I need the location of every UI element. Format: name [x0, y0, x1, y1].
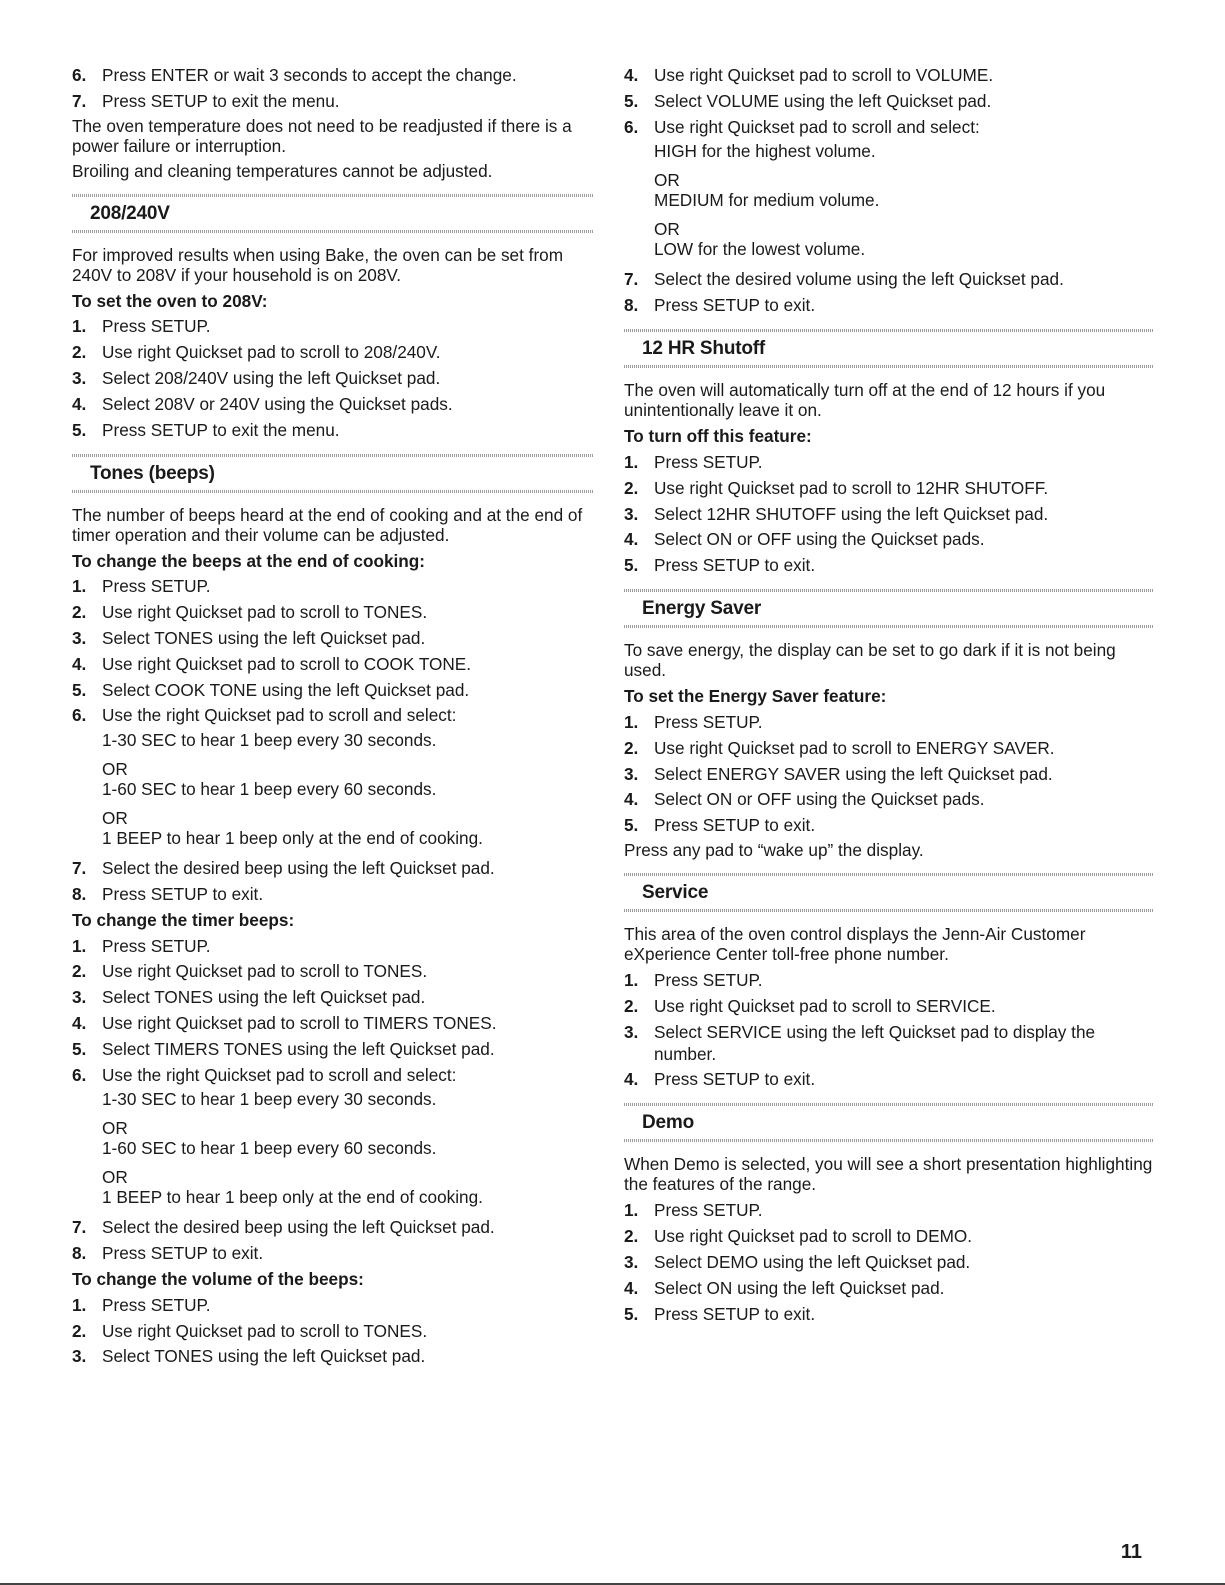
step-number: 3.: [624, 503, 639, 524]
step-item: [624, 737, 1154, 759]
step-number: 1.: [624, 969, 639, 990]
option-block: [102, 1167, 594, 1207]
or-text: OR: [102, 808, 128, 829]
step-text: Use right Quickset pad to scroll to TONES.: [102, 602, 428, 623]
step-text: Use right Quickset pad to scroll to ENERGY SAVER.: [654, 737, 1055, 758]
step-text: Use right Quickset pad to scroll to 12HR SHUTOFF.: [654, 477, 1049, 498]
section-header-12hr-shutoff: [624, 329, 1154, 368]
option-block: [654, 219, 1154, 259]
step-item: [624, 1303, 1154, 1325]
section-title: Demo: [642, 1112, 694, 1134]
step-number: 5.: [624, 815, 639, 836]
option-block: [654, 141, 1154, 161]
paragraph: The number of beeps heard at the end of cooking and at the end of timer operation and their volume can be adjusted.: [72, 504, 583, 545]
right-column: [624, 64, 1154, 1328]
step-list: [624, 711, 1154, 836]
step-number: 5.: [72, 419, 87, 440]
step-item: [72, 393, 594, 415]
step-item: [72, 64, 594, 86]
section-divider: [624, 589, 1154, 592]
section-divider: [624, 625, 1154, 628]
step-number: 2.: [624, 477, 639, 498]
step-text: Select 12HR SHUTOFF using the left Quickset pad.: [654, 503, 1049, 524]
step-item: [624, 90, 1154, 112]
step-item: [72, 1038, 594, 1060]
subheading: To set the oven to 208V:: [72, 290, 268, 311]
subheading: To set the Energy Saver feature:: [624, 686, 887, 707]
step-number: 3.: [72, 1346, 87, 1367]
step-number: 3.: [624, 1021, 639, 1042]
step-number: 6.: [72, 1064, 87, 1085]
step-number: 7.: [72, 858, 87, 879]
step-text: Press SETUP to exit the menu.: [102, 419, 340, 440]
step-text: Press SETUP to exit.: [654, 555, 816, 576]
step-text: Press SETUP.: [102, 1294, 211, 1315]
step-text: Press ENTER or wait 3 seconds to accept the change.: [102, 65, 517, 85]
step-list: [624, 451, 1154, 576]
option-block: [654, 170, 1154, 210]
option-text: 1-30 SEC to hear 1 beep every 30 seconds.: [102, 730, 437, 751]
step-text: Use right Quickset pad to scroll to 208/240V.: [102, 342, 441, 363]
step-item: [72, 90, 594, 112]
step-item: [72, 653, 594, 675]
step-number: 2.: [72, 602, 87, 623]
section-divider: [624, 873, 1154, 876]
or-text: OR: [102, 1118, 128, 1139]
step-number: 4.: [624, 1277, 639, 1298]
step-number: 1.: [624, 1200, 639, 1221]
option-block: [102, 730, 594, 750]
section-divider: [72, 194, 594, 197]
step-number: 1.: [624, 711, 639, 732]
step-item: [72, 883, 594, 905]
step-text: Select COOK TONE using the left Quickset pad.: [102, 679, 470, 700]
step-list: [72, 575, 594, 726]
step-number: 8.: [624, 295, 639, 316]
section-divider: [624, 1103, 1154, 1106]
step-text: Press SETUP.: [654, 711, 763, 732]
step-item: [624, 1199, 1154, 1221]
step-item: [624, 969, 1154, 991]
step-text: Use the right Quickset pad to scroll and select:: [102, 705, 457, 726]
step-text: Use right Quickset pad to scroll to TONES.: [102, 1320, 428, 1341]
section-title: Tones (beeps): [90, 462, 215, 484]
step-number: 1.: [72, 935, 87, 956]
paragraph: When Demo is selected, you will see a short presentation highlighting the features of the range.: [624, 1154, 1153, 1195]
section-divider: [624, 365, 1154, 368]
paragraph: For improved results when using Bake, the oven can be set from 240V to 208V if your household is on 208V.: [72, 244, 564, 285]
option-text: MEDIUM for medium volume.: [654, 190, 880, 211]
step-text: Press SETUP.: [102, 576, 211, 597]
option-text: 1 BEEP to hear 1 beep only at the end of cooking.: [102, 1187, 483, 1208]
step-item: [72, 679, 594, 701]
subheading: To change the volume of the beeps:: [72, 1268, 364, 1289]
paragraph: Broiling and cleaning temperatures cannot be adjusted.: [72, 160, 493, 181]
step-list: [72, 1294, 594, 1368]
step-item: [624, 711, 1154, 733]
paragraph: Press any pad to “wake up” the display.: [624, 839, 924, 860]
section-divider: [72, 454, 594, 457]
step-number: 3.: [72, 367, 87, 388]
step-number: 5.: [624, 555, 639, 576]
step-item: [72, 1064, 594, 1086]
step-number: 1.: [72, 576, 87, 597]
step-number: 8.: [72, 1243, 87, 1264]
step-text: Press SETUP.: [654, 969, 763, 990]
step-number: 4.: [72, 1012, 87, 1033]
option-text: HIGH for the highest volume.: [654, 141, 876, 162]
step-number: 8.: [72, 883, 87, 904]
step-item: [624, 1068, 1154, 1090]
step-text: Select TONES using the left Quickset pad.: [102, 627, 426, 648]
step-item: [624, 1225, 1154, 1247]
step-item: [72, 575, 594, 597]
step-item: [624, 814, 1154, 836]
step-text: Select ENERGY SAVER using the left Quickset pad.: [654, 763, 1053, 784]
step-text: Select 208/240V using the left Quickset pad.: [102, 367, 441, 388]
step-item: [72, 1345, 594, 1367]
paragraph: The oven will automatically turn off at the end of 12 hours if you unintentionally leave it on.: [624, 380, 1106, 421]
subheading: To change the timer beeps:: [72, 909, 295, 930]
step-text: Select SERVICE using the left Quickset pad to display the number.: [654, 1021, 1096, 1064]
step-text: Press SETUP.: [654, 1200, 763, 1221]
or-text: OR: [654, 219, 680, 240]
step-item: [72, 367, 594, 389]
step-item: [624, 268, 1154, 290]
step-number: 7.: [72, 1217, 87, 1238]
step-text: Select TIMERS TONES using the left Quickset pad.: [102, 1038, 495, 1059]
step-number: 2.: [72, 342, 87, 363]
or-text: OR: [102, 759, 128, 780]
step-item: [624, 1021, 1154, 1065]
section-header-tones: [72, 454, 594, 493]
section-title: Energy Saver: [642, 598, 762, 620]
step-text: Press SETUP.: [654, 451, 763, 472]
step-text: Press SETUP.: [102, 316, 211, 337]
step-text: Select the desired beep using the left Quickset pad.: [102, 858, 495, 879]
step-text: Press SETUP to exit.: [654, 815, 816, 836]
step-list: [624, 64, 1154, 138]
step-item: [72, 960, 594, 982]
step-text: Select DEMO using the left Quickset pad.: [654, 1251, 971, 1272]
step-list: [72, 857, 594, 905]
step-text: Select TONES using the left Quickset pad.: [102, 987, 426, 1008]
step-text: Select ON using the left Quickset pad.: [654, 1277, 945, 1298]
step-item: [72, 1242, 594, 1264]
section-header-energy-saver: [624, 589, 1154, 628]
step-text: Select the desired beep using the left Quickset pad.: [102, 1217, 495, 1238]
section-divider: [72, 490, 594, 493]
step-item: [624, 554, 1154, 576]
step-item: [624, 995, 1154, 1017]
step-number: 4.: [624, 1069, 639, 1090]
step-text: Use right Quickset pad to scroll to TONES.: [102, 961, 428, 982]
step-item: [624, 294, 1154, 316]
step-item: [624, 763, 1154, 785]
section-divider: [624, 1139, 1154, 1142]
step-list: [72, 935, 594, 1086]
option-block: [102, 759, 594, 799]
section-title: 12 HR Shutoff: [642, 338, 766, 360]
step-text: Press SETUP to exit the menu.: [102, 90, 340, 111]
step-number: 2.: [624, 1226, 639, 1247]
step-item: [72, 601, 594, 623]
step-item: [624, 116, 1154, 138]
paragraph: This area of the oven control displays the Jenn-Air Customer eXperience Center toll-free phone number.: [624, 923, 1086, 964]
step-number: 4.: [624, 65, 639, 85]
step-number: 6.: [624, 116, 639, 137]
step-text: Select ON or OFF using the Quickset pads.: [654, 529, 985, 550]
section-divider: [72, 230, 594, 233]
step-item: [72, 341, 594, 363]
step-number: 2.: [72, 961, 87, 982]
step-number: 1.: [624, 451, 639, 472]
step-item: [72, 857, 594, 879]
step-item: [624, 451, 1154, 473]
step-item: [72, 1294, 594, 1316]
step-number: 5.: [624, 90, 639, 111]
step-number: 3.: [72, 987, 87, 1008]
subheading: To change the beeps at the end of cooking:: [72, 550, 426, 571]
option-text: 1 BEEP to hear 1 beep only at the end of cooking.: [102, 828, 483, 849]
step-item: [624, 1277, 1154, 1299]
step-text: Select TONES using the left Quickset pad.: [102, 1346, 426, 1367]
step-text: Press SETUP.: [102, 935, 211, 956]
step-text: Use right Quickset pad to scroll and select:: [654, 116, 980, 137]
step-item: [72, 1012, 594, 1034]
step-number: 2.: [624, 995, 639, 1016]
step-number: 4.: [72, 393, 87, 414]
step-number: 4.: [624, 529, 639, 550]
section-title: Service: [642, 881, 709, 903]
step-text: Use the right Quickset pad to scroll and select:: [102, 1064, 457, 1085]
step-number: 3.: [624, 1251, 639, 1272]
step-item: [624, 528, 1154, 550]
step-item: [72, 986, 594, 1008]
step-text: Select 208V or 240V using the Quickset pads.: [102, 393, 453, 414]
step-item: [72, 704, 594, 726]
subheading: To turn off this feature:: [624, 426, 812, 447]
step-text: Select the desired volume using the left Quickset pad.: [654, 269, 1064, 290]
option-text: 1-60 SEC to hear 1 beep every 60 seconds.: [102, 1138, 437, 1159]
paragraph: To save energy, the display can be set to go dark if it is not being used.: [624, 640, 1116, 681]
step-number: 3.: [72, 627, 87, 648]
option-text: LOW for the lowest volume.: [654, 239, 866, 260]
step-item: [72, 1216, 594, 1238]
step-text: Use right Quickset pad to scroll to TIMERS TONES.: [102, 1012, 497, 1033]
step-list: [72, 315, 594, 440]
step-item: [72, 315, 594, 337]
step-text: Press SETUP to exit.: [654, 295, 816, 316]
step-number: 6.: [72, 705, 87, 726]
step-item: [624, 503, 1154, 525]
step-item: [624, 64, 1154, 86]
option-block: [102, 1089, 594, 1109]
section-divider: [624, 329, 1154, 332]
step-number: 4.: [624, 789, 639, 810]
step-item: [72, 627, 594, 649]
option-block: [102, 1118, 594, 1158]
step-item: [72, 419, 594, 441]
step-item: [624, 477, 1154, 499]
step-item: [72, 1320, 594, 1342]
step-text: Press SETUP to exit.: [102, 1243, 264, 1264]
step-number: 7.: [624, 269, 639, 290]
step-list: [72, 64, 594, 112]
step-text: Press SETUP to exit.: [654, 1303, 816, 1324]
step-number: 2.: [624, 737, 639, 758]
section-header-service: [624, 873, 1154, 912]
step-item: [624, 788, 1154, 810]
section-title: 208/240V: [90, 202, 170, 224]
step-number: 1.: [72, 1294, 87, 1315]
step-text: Use right Quickset pad to scroll to COOK TONE.: [102, 653, 472, 674]
option-block: [102, 808, 594, 848]
step-number: 7.: [72, 90, 87, 111]
step-list: [72, 1216, 594, 1264]
step-number: 2.: [72, 1320, 87, 1341]
page-number: 11: [1120, 1541, 1142, 1563]
step-number: 1.: [72, 316, 87, 337]
step-text: Press SETUP to exit.: [654, 1069, 816, 1090]
step-text: Use right Quickset pad to scroll to VOLUME.: [654, 65, 994, 85]
or-text: OR: [102, 1167, 128, 1188]
option-text: 1-30 SEC to hear 1 beep every 30 seconds.: [102, 1089, 437, 1110]
step-number: 5.: [624, 1303, 639, 1324]
step-number: 6.: [72, 65, 87, 85]
step-list: [624, 1199, 1154, 1324]
step-text: Select ON or OFF using the Quickset pads.: [654, 789, 985, 810]
step-text: Press SETUP to exit.: [102, 883, 264, 904]
option-text: 1-60 SEC to hear 1 beep every 60 seconds.: [102, 779, 437, 800]
or-text: OR: [654, 170, 680, 191]
step-text: Select VOLUME using the left Quickset pad.: [654, 90, 992, 111]
left-column: [72, 64, 594, 1371]
step-text: Use right Quickset pad to scroll to SERVICE.: [654, 995, 996, 1016]
section-divider: [624, 909, 1154, 912]
step-item: [624, 1251, 1154, 1273]
step-number: 5.: [72, 1038, 87, 1059]
step-number: 5.: [72, 679, 87, 700]
step-item: [72, 935, 594, 957]
step-number: 4.: [72, 653, 87, 674]
section-header-demo: [624, 1103, 1154, 1142]
step-text: Use right Quickset pad to scroll to DEMO.: [654, 1226, 973, 1247]
paragraph: The oven temperature does not need to be readjusted if there is a power failure or interruption.: [72, 115, 572, 156]
step-number: 3.: [624, 763, 639, 784]
step-list: [624, 268, 1154, 316]
section-header-208-240v: [72, 194, 594, 233]
step-list: [624, 969, 1154, 1090]
